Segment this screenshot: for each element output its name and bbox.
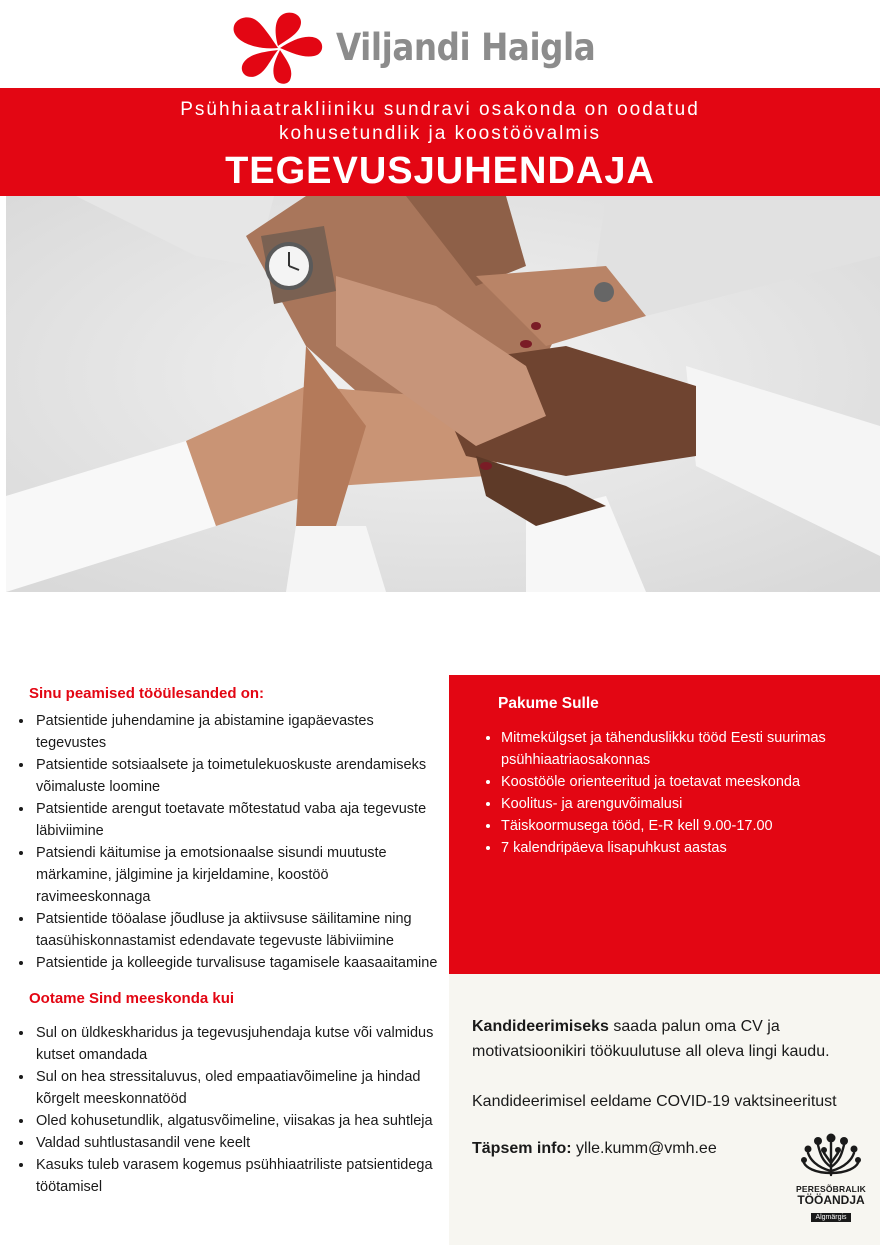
list-item: • Valdad suhtlustasandil vene keelt <box>34 1132 438 1154</box>
list-item: • Patsiendi käitumise ja emotsionaalse sisundi muutuste märkamine, jälgimine ja kirjeldamine, koostöö ravimeeskonnaga <box>34 842 438 908</box>
banner-subtitle-line1: Psühhiaatrakliiniku sundravi osakonda on oodatud <box>180 99 700 120</box>
list-item: • Oled kohusetundlik, algatusvõimeline, viisakas ja hea suhtleja <box>34 1110 438 1132</box>
badge-line1: PERESÕBRALIK <box>796 1184 866 1194</box>
banner-subtitle-line2: kohusetundlik ja koostöövalmis <box>279 123 601 144</box>
offer-list <box>449 727 880 859</box>
offer-heading: Pakume Sulle <box>498 695 599 712</box>
duties-heading: Sinu peamised tööülesanded on: <box>29 685 265 702</box>
list-item: • Mitmekülgset ja tähenduslikku tööd Eesti suurimas psühhiaatriaosakonnas <box>501 727 880 771</box>
clover-logo-icon <box>230 10 326 85</box>
family-friendly-employer-badge <box>796 1133 866 1224</box>
duties-list <box>8 710 438 974</box>
offer-panel <box>449 675 880 974</box>
list-item: • 7 kalendripäeva lisapuhkust aastas <box>501 837 880 859</box>
badge-line3: Algmärgis <box>811 1213 850 1222</box>
apply-instructions <box>472 1014 862 1064</box>
list-item: • Patsientide sotsiaalsete ja toimetulekuoskuste arendamiseks võimaluste loomine <box>34 754 438 798</box>
list-item: • Patsientide tööalase jõudluse ja aktiivsuse säilitamine ning taasühiskonnastamist edendavate tegevuste läbiviimine <box>34 908 438 952</box>
list-item: • Kasuks tuleb varasem kogemus psühhiaatriliste patsientidega töötamisel <box>34 1154 438 1198</box>
info-label: Täpsem info: <box>472 1140 572 1157</box>
contact-email-link[interactable]: ylle.kumm@vmh.ee <box>571 1140 717 1157</box>
apply-rest: saada palun oma CV ja motivatsioonikiri töökuulutuse all oleva lingi kaudu. <box>472 1018 830 1060</box>
position-title: TEGEVUSJUHENDAJA <box>225 150 655 192</box>
hospital-logo <box>230 10 631 85</box>
badge-line2: TÖÖANDJA <box>797 1193 865 1207</box>
list-item: • Sul on hea stressitaluvus, oled empaatiavõimeline ja hindad kõrgelt meeskonnatööd <box>34 1066 438 1110</box>
list-item: • Patsientide juhendamine ja abistamine igapäevastes tegevustes <box>34 710 438 754</box>
list-item: • Sul on üldkeskharidus ja tegevusjuhendaja kutse või valmidus kutset omandada <box>34 1022 438 1066</box>
list-item: • Koolitus- ja arenguvõimalusi <box>501 793 880 815</box>
family-tree-icon <box>800 1133 862 1177</box>
left-column <box>8 683 438 1198</box>
list-item: • Patsientide arengut toetavate mõtestatud vaba aja tegevuste läbiviimine <box>34 798 438 842</box>
header-banner <box>0 88 880 196</box>
logo-text: Viljandi Haigla <box>336 26 596 69</box>
requirements-list <box>8 1022 438 1198</box>
apply-bold: Kandideerimiseks <box>472 1018 609 1035</box>
requirements-heading: Ootame Sind meeskonda kui <box>29 990 235 1007</box>
list-item: • Koostööle orienteeritud ja toetavat meeskonda <box>501 771 880 793</box>
list-item: • Patsientide ja kolleegide turvalisuse tagamisele kaasaaitamine <box>34 952 438 974</box>
teamwork-hands-photo <box>6 196 880 592</box>
covid-note: Kandideerimisel eeldame COVID-19 vaktsineeritust <box>472 1093 837 1110</box>
list-item: • Täiskoormusega tööd, E-R kell 9.00-17.00 <box>501 815 880 837</box>
